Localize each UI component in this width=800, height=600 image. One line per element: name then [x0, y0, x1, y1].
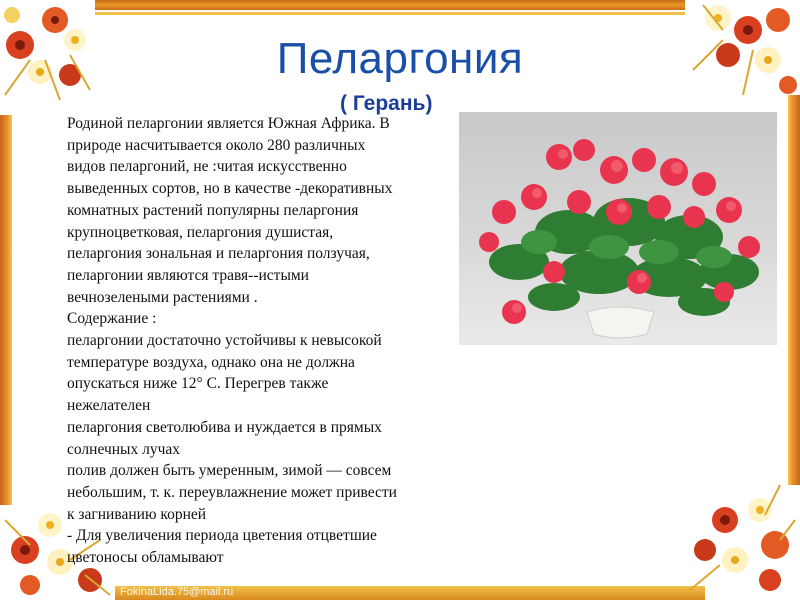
text-line: - Для увеличения периода цветения отцветшие [67, 527, 377, 545]
text-line: вечнозелеными растениями . [67, 288, 258, 306]
pelargonium-photo [459, 112, 777, 345]
text-line: опускаться ниже 12° С. Перегрев также [67, 375, 329, 393]
corner-flowers-top-right [683, 0, 800, 100]
text-line: солнечных лучах [67, 440, 180, 458]
text-line: видов пеларгоний, не :читая искусственно [67, 158, 347, 176]
text-line: температуре воздуха, однако она не должна [67, 353, 355, 371]
text-line: природе насчитывается около 280 различных [67, 136, 366, 154]
text-line: Родиной пеларгонии является Южная Африка. В [67, 115, 390, 132]
text-line: полив должен быть умеренным, зимой — совсем [67, 462, 392, 480]
corner-flowers-top-left [0, 0, 100, 110]
text-line: нежелателен [67, 397, 151, 415]
text-line: к загниванию корней [67, 505, 207, 523]
slide-title: Пеларгония [276, 34, 524, 83]
watermark-email: FokinaLida.75@mail.ru [120, 586, 234, 598]
text-line: цветоносы обламывают [67, 549, 224, 567]
text-line: пеларгонии достаточно устойчивы к невысокой [67, 332, 382, 350]
body-text [67, 113, 452, 569]
text-line: пеларгонии являются травя--истыми [67, 266, 309, 284]
pelargonium-illustration [459, 112, 777, 345]
text-line: небольшим, т. к. переувлажнение может привести [67, 483, 397, 501]
text-line: Содержание : [67, 310, 157, 328]
text-line: пеларгония светолюбива и нуждается в прямых [67, 418, 382, 436]
text-line: крупноцветковая, пеларгония душистая, [67, 223, 334, 241]
text-line: пеларгония зональная и пеларгония ползучая, [67, 245, 370, 263]
slide-subtitle: ( Герань) [340, 92, 433, 115]
frame-right-bar [788, 95, 800, 485]
frame-left-bar [0, 115, 12, 505]
frame-top-line [95, 12, 685, 15]
frame-top-bar [95, 0, 685, 10]
text-line: выведенных сортов, но в качестве -декоративных [67, 180, 393, 198]
text-line: комнатных растений популярны пеларгония [67, 201, 359, 219]
corner-flowers-bottom-right [680, 480, 800, 600]
